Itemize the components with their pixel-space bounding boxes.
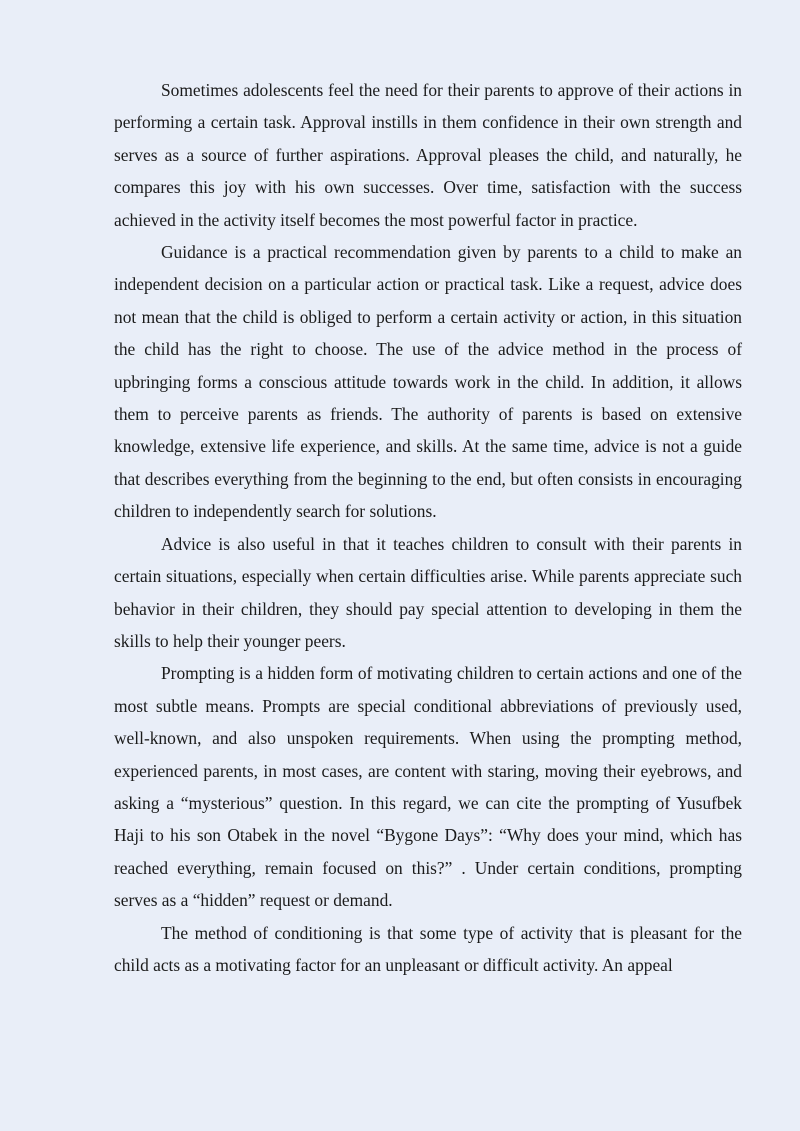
paragraph-approval: Sometimes adolescents feel the need for their parents to approve of their actions in performing a certain task. Approval instills in them confidence in their own strength and serves as a source of further aspirations. Approval pleases the child, and naturally, he compares this joy with his own successes. Over time, satisfaction with the success achieved in the activity itself becomes the most powerful factor in practice. [114,80,742,230]
paragraph-guidance: Guidance is a practical recommendation given by parents to a child to make an independent decision on a particular action or practical task. Like a request, advice does not mean that the child is obliged to perform a certain activity or action, in this situation the child has the right to choose. The use of the advice method in the process of upbringing forms a conscious attitude towards work in the child. In addition, it allows them to perceive parents as friends. The authority of parents is based on extensive knowledge, extensive life experience, and skills. At the same time, advice is not a guide that describes everything from the beginning to the end, but often consists in encouraging children to independently search for solutions. [114,242,742,522]
paragraph-advice: Advice is also useful in that it teaches children to consult with their parents in certain situations, especially when certain difficulties arise. While parents appreciate such behavior in their children, they should pay special attention to developing in them the skills to help their younger peers. [114,533,742,651]
paragraph-conditioning: The method of conditioning is that some type of activity that is pleasant for the child acts as a motivating factor for an unpleasant or difficult activity. An appeal [114,922,742,975]
paragraph-prompting: Prompting is a hidden form of motivating children to certain actions and one of the most subtle means. Prompts are special conditional abbreviations of previously used, well-known, and also unspoken requirements. When using the prompting method, experienced parents, in most cases, are content with staring, moving their eyebrows, and asking a “mysterious” question. In this regard, we can cite the prompting of Yusufbek Haji to his son Otabek in the novel “Bygone Days”: “Why does your mind, which has reached everything, remain focused on this?” . Under certain conditions, prompting serves as a “hidden” request or demand. [114,663,742,911]
